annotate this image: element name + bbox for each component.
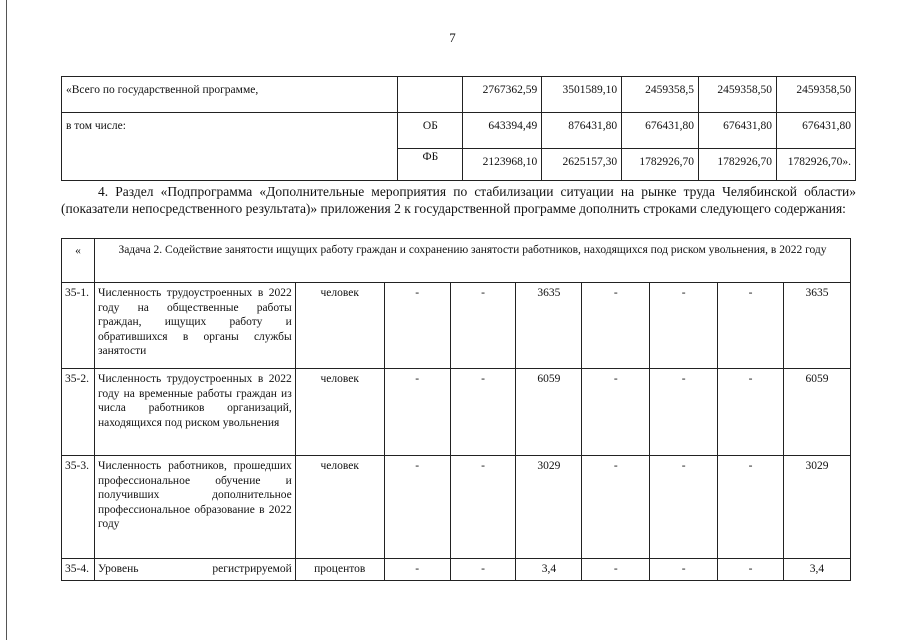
value-cell: -	[384, 559, 450, 581]
source-code: ФБ	[398, 149, 463, 181]
value-cell: 1782926,70	[699, 149, 777, 181]
value-cell: -	[384, 369, 450, 456]
financing-summary-table	[61, 76, 856, 181]
value-cell: 3635	[516, 283, 582, 369]
task-title: Задача 2. Содействие занятости ищущих работу граждан и сохранению занятости работников, находящихся под риском увольнения, в 2022 году	[94, 239, 850, 283]
indicator-name: Численность работников, прошедших профессиональное обучение и получивших дополнительное профессиональное образование в 2022 году	[94, 456, 295, 559]
page-number: 7	[449, 30, 456, 45]
row-label	[62, 149, 398, 181]
paragraph-text: 4. Раздел «Подпрограмма «Дополнительные мероприятия по стабилизации ситуации на рынке труда Челябинской области» (показатели непосредственного результата)» приложения 2 к государственной программе дополнить строками следующего содержания:	[61, 184, 856, 216]
value-cell: 2459358,5	[622, 77, 699, 113]
value-cell: 3635	[783, 283, 850, 369]
value-cell: -	[650, 283, 718, 369]
value-cell: -	[582, 283, 650, 369]
indicator-name: Численность трудоустроенных в 2022 году на общественные работы граждан, ищущих работу и обратившихся в органы службы занятости	[94, 283, 295, 369]
row-number: 35-3.	[62, 456, 95, 559]
value-cell: -	[650, 559, 718, 581]
value-cell: 676431,80	[776, 113, 855, 149]
value-cell: -	[718, 456, 784, 559]
table-row	[62, 77, 856, 113]
row-label: в том числе:	[62, 113, 398, 149]
indicators-table	[61, 238, 851, 581]
open-quote: «	[62, 239, 95, 283]
value-cell: 2459358,50	[776, 77, 855, 113]
value-cell: -	[650, 369, 718, 456]
amendment-paragraph	[61, 184, 856, 217]
source-code	[398, 77, 463, 113]
value-cell: -	[582, 369, 650, 456]
unit-cell: человек	[295, 369, 384, 456]
value-cell: 2459358,50	[699, 77, 777, 113]
value-cell: -	[718, 283, 784, 369]
value-cell: -	[650, 456, 718, 559]
value-cell: -	[718, 559, 784, 581]
value-cell: 676431,80	[699, 113, 777, 149]
table-row	[62, 149, 856, 181]
page-left-edge-line	[6, 0, 7, 640]
table-row	[62, 456, 851, 559]
value-cell: 876431,80	[542, 113, 622, 149]
value-cell: 2767362,59	[463, 77, 542, 113]
value-cell: 3,4	[783, 559, 850, 581]
unit-cell: человек	[295, 283, 384, 369]
value-cell: -	[582, 456, 650, 559]
row-number: 35-4.	[62, 559, 95, 581]
value-cell: 3,4	[516, 559, 582, 581]
value-cell: 2625157,30	[542, 149, 622, 181]
value-cell: 643394,49	[463, 113, 542, 149]
value-cell: -	[450, 283, 516, 369]
unit-cell: человек	[295, 456, 384, 559]
value-cell: 6059	[516, 369, 582, 456]
task-header-row	[62, 239, 851, 283]
table-row	[62, 283, 851, 369]
value-cell: 2123968,10	[463, 149, 542, 181]
table-row	[62, 369, 851, 456]
value-cell: 1782926,70	[622, 149, 699, 181]
table-row	[62, 113, 856, 149]
row-number: 35-2.	[62, 369, 95, 456]
value-cell: -	[450, 559, 516, 581]
value-cell: 676431,80	[622, 113, 699, 149]
value-cell: 6059	[783, 369, 850, 456]
value-cell: -	[384, 456, 450, 559]
table-row	[62, 559, 851, 581]
value-cell: -	[450, 456, 516, 559]
row-label: «Всего по государственной программе,	[62, 77, 398, 113]
value-cell: -	[718, 369, 784, 456]
row-number: 35-1.	[62, 283, 95, 369]
value-cell: 1782926,70».	[776, 149, 855, 181]
value-cell: 3029	[783, 456, 850, 559]
value-cell: -	[384, 283, 450, 369]
source-code: ОБ	[398, 113, 463, 149]
value-cell: 3029	[516, 456, 582, 559]
value-cell: -	[450, 369, 516, 456]
indicator-name: Уровень регистрируемой	[94, 559, 295, 581]
value-cell: 3501589,10	[542, 77, 622, 113]
value-cell: -	[582, 559, 650, 581]
unit-cell: процентов	[295, 559, 384, 581]
indicator-name: Численность трудоустроенных в 2022 году на временные работы граждан из числа работников организаций, находящихся под риском увольнения	[94, 369, 295, 456]
